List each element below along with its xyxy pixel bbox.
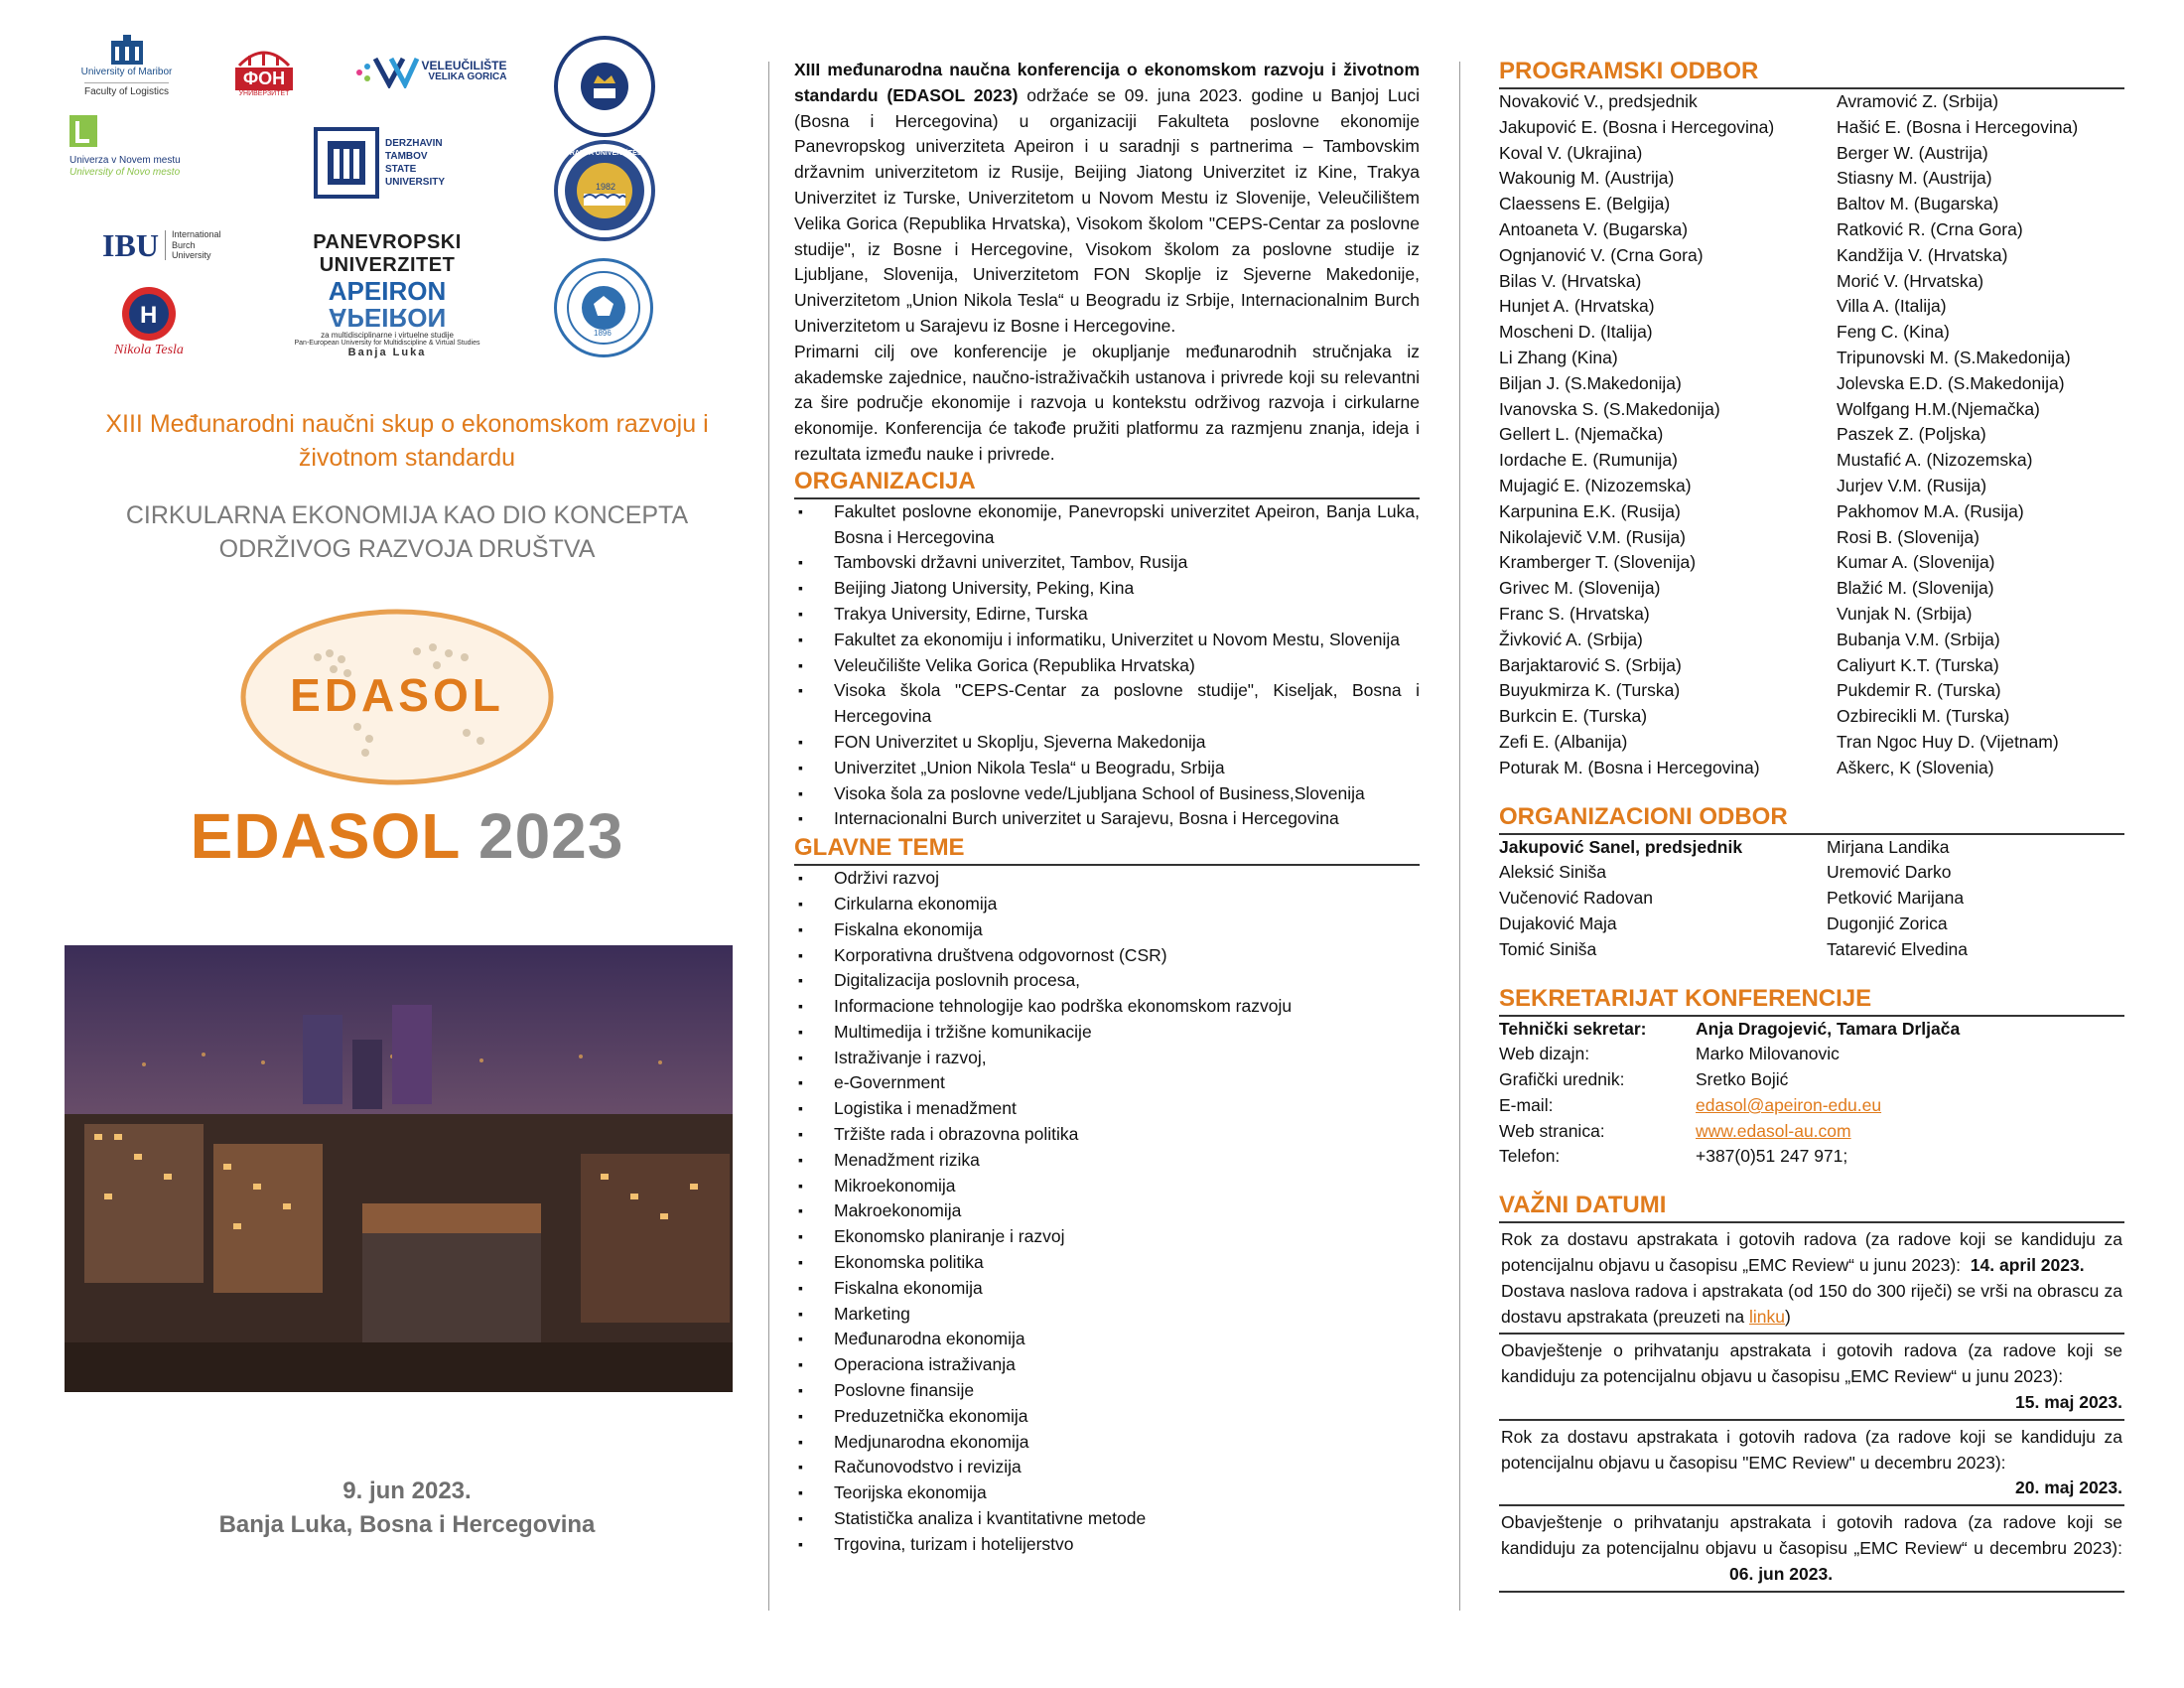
- programski-odbor: [1499, 89, 2124, 781]
- event-date-place: [99, 1475, 715, 1542]
- organizacioni-member: Jakupović Sanel, predsjednik: [1499, 836, 1743, 857]
- tema-item: ▪ Poslovne finansije: [794, 1378, 1420, 1404]
- programski-member: Pakhomov M.A. (Rusija): [1837, 500, 2024, 521]
- programski-member: Moscheni D. (Italija): [1499, 322, 1653, 343]
- date-3-text: Rok za dostavu apstrakata i gotovih radova (za radove koji se kandiduju za potencijalnu objavu u časopisu "EMC Review" u decembru 2023):: [1501, 1426, 2122, 1473]
- date-4-date: 06. jun 2023.: [1729, 1563, 1834, 1584]
- ibu-name: IBU: [102, 226, 159, 263]
- organizacija-item: ▪ FON Univerzitet u Skoplju, Sjeverna Makedonija: [794, 730, 1420, 756]
- novo-mesto-mark-icon: [69, 115, 99, 149]
- date-1-close: ): [1785, 1306, 1791, 1327]
- sekretarijat-row: [1499, 1119, 2124, 1145]
- programski-member: Ratković R. (Crna Gora): [1837, 218, 2023, 239]
- programski-column-b: [1837, 89, 2124, 781]
- programski-member: Franc S. (Hrvatska): [1499, 603, 1650, 624]
- organizacija-item: ▪ Tambovski državni univerzitet, Tambov, Rusija: [794, 550, 1420, 576]
- programski-member: Tripunovski M. (S.Makedonija): [1837, 347, 2071, 367]
- sekretarijat-row: [1499, 1042, 2124, 1067]
- crown-book-icon: [580, 62, 629, 111]
- tema-item: ▪ Preduzetnička ekonomija: [794, 1404, 1420, 1430]
- tema-item: ▪ Fiskalna ekonomija: [794, 917, 1420, 943]
- organizacioni-odbor: [1499, 835, 2124, 963]
- cityscape-image: [65, 945, 733, 1392]
- organizacija-item: ▪ Internacionalni Burch univerzitet u Sarajevu, Bosna i Hercegovina: [794, 806, 1420, 832]
- programski-member: Kramberger T. (Slovenija): [1499, 552, 1697, 573]
- organizacioni-title: ORGANIZACIONI ODBOR: [1499, 803, 2124, 835]
- tema-item: ▪ Cirkularna ekonomija: [794, 892, 1420, 917]
- teme-list: [794, 866, 1420, 1558]
- sekretarijat-key: Grafički urednik:: [1499, 1069, 1625, 1090]
- programski-member: Grivec M. (Slovenija): [1499, 578, 1661, 599]
- programski-member: Wakounig M. (Austrija): [1499, 168, 1675, 189]
- programski-member: Koval V. (Ukrajina): [1499, 142, 1643, 163]
- teme-title: GLAVNE TEME: [794, 834, 1420, 866]
- programski-member: Paszek Z. (Poljska): [1837, 424, 1986, 445]
- organizacioni-member: Uremović Darko: [1827, 862, 1952, 883]
- sekretarijat-key: Telefon:: [1499, 1146, 1561, 1167]
- intro-text: održaće se 09. juna 2023. godine u Banjoj Luci (Bosna i Hercegovina) u organizaciji Fakulteta poslovne ekonomije Panevropskog univerziteta Apeiron i u saradnji s partnerima – Tambovskim državnim univerzitetom iz Rusije, Beijing Jiatong Univerzitet iz Kine, Trakya Univerzitet iz Turske, Univerzitetom u Novom Mestu iz Slovenije, Veleučilištem Velika Gorica (Republika Hrvatska), Visokom školom "CEPS-Centar za poslovne studije", iz Bosne i Hercegovine, Visokom školom za poslovne studije iz Ljubljane, Slovenija, Univerzitetom FON Skoplje iz Sjeverne Makedonije, Univerzitetom „Union Nikola Tesla“ u Beogradu iz Srbije, Internacionalnim Burch Univerzitetom u Sarajevu iz Bosne i Hercegovine.: [794, 84, 1420, 336]
- organizacioni-member: Tomić Siniša: [1499, 938, 1597, 959]
- tema-item: ▪ e-Government: [794, 1070, 1420, 1096]
- organizacija-item: ▪ Trakya University, Edirne, Turska: [794, 602, 1420, 628]
- organizacija-item: ▪ Univerzitet „Union Nikola Tesla“ u Beogradu, Srbija: [794, 756, 1420, 781]
- right-panel: [1499, 0, 2124, 1688]
- tema-item: ▪ Ekonomsko planiranje i razvoj: [794, 1224, 1420, 1250]
- programski-member: Živković A. (Srbija): [1499, 629, 1643, 649]
- globe-map-icon: [238, 608, 556, 786]
- tema-item: ▪ Menadžment rizika: [794, 1148, 1420, 1174]
- conference-subtitle: CIRKULARNA EKONOMIJA KAO DIO KONCEPTA ODRŽIVOG RAZVOJA DRUŠTVA: [125, 501, 689, 563]
- date-1-text: Rok za dostavu apstrakata i gotovih radova (za radove koji se kandiduju za potencijalnu objavu u časopisu „EMC Review“ u junu 2023):: [1501, 1229, 2122, 1276]
- svg-text:H: H: [140, 302, 158, 329]
- programski-member: Aškerc, K (Slovenia): [1837, 757, 1994, 777]
- tesla-h-icon: [120, 285, 178, 343]
- apeiron-desc: za multidisciplinarne i virtuelne studije: [321, 331, 454, 340]
- trakya-name: TRAKYA ÜNİVERSİTESİ: [565, 150, 644, 157]
- intro-bold: XIII međunarodna naučna konferencija o ekonomskom razvoju i životnom standardu (EDASOL 2023): [794, 60, 1420, 105]
- date-item-4: [1499, 1506, 2124, 1592]
- programski-member: Poturak M. (Bosna i Hercegovina): [1499, 757, 1760, 777]
- sekretarijat-key: Web dizajn:: [1499, 1044, 1590, 1064]
- programski-member: Claessens E. (Belgija): [1499, 194, 1671, 214]
- tema-item: ▪ Ekonomska politika: [794, 1250, 1420, 1276]
- programski-member: Villa A. (Italija): [1837, 296, 1947, 317]
- apeiron-desc2: Pan-European University for Multidiscipline & Virtual Studies: [294, 340, 480, 347]
- programski-member: Kandžija V. (Hrvatska): [1837, 244, 2008, 265]
- organizacioni-member: Dugonjić Zorica: [1827, 913, 1948, 933]
- sekretarijat-key: Tehnički sekretar:: [1499, 1018, 1647, 1039]
- sekretarijat-key: E-mail:: [1499, 1094, 1554, 1115]
- programski-member: Mujagić E. (Nizozemska): [1499, 475, 1692, 495]
- building-icon: [107, 33, 147, 67]
- programski-member: Hašić E. (Bosna i Hercegovina): [1837, 116, 2079, 137]
- date-1-note: Dostava naslova radova i apstrakata (od 150 do 300 riječi) se vrši na obrascu za dostavu apstrakata (preuzeti na: [1501, 1280, 2122, 1327]
- organizacija-item: ▪ Fakultet za ekonomiju i informatiku, Univerzitet u Novom Mestu, Slovenija: [794, 628, 1420, 653]
- ibu-sub: International Burch University: [171, 228, 221, 261]
- programski-title: PROGRAMSKI ODBOR: [1499, 58, 2124, 89]
- apeiron-city: Banja Luka: [347, 347, 427, 358]
- programski-column-a: [1499, 89, 1837, 781]
- programski-member: Pukdemir R. (Turska): [1837, 680, 2001, 701]
- date-item-1: [1499, 1223, 2124, 1335]
- tema-item: ▪ Logistika i menadžment: [794, 1096, 1420, 1122]
- tema-item: ▪ Međunarodna ekonomija: [794, 1327, 1420, 1352]
- programski-member: Jakupović E. (Bosna i Hercegovina): [1499, 116, 1775, 137]
- organizacioni-member: Aleksić Siniša: [1499, 862, 1606, 883]
- fon-sub: УНИВЕРЗИТЕТ: [238, 90, 290, 98]
- fon-logo: [218, 40, 310, 105]
- programski-member: Ivanovska S. (S.Makedonija): [1499, 398, 1720, 419]
- tema-item: ▪ Računovodstvo i revizija: [794, 1455, 1420, 1480]
- programski-member: Zefi E. (Albanija): [1499, 731, 1628, 752]
- programski-member: Barjaktarović S. (Srbija): [1499, 654, 1682, 675]
- tesla-logo: [99, 282, 199, 361]
- programski-member: Biljan J. (S.Makedonija): [1499, 372, 1682, 393]
- date-item-3: [1499, 1421, 2124, 1506]
- tema-item: ▪ Informacione tehnologije kao podrška ekonomskom razvoju: [794, 994, 1420, 1020]
- organizacioni-member: Mirjana Landika: [1827, 836, 1950, 857]
- sekretarijat-key: Web stranica:: [1499, 1120, 1605, 1141]
- programski-member: Nikolajevič V.M. (Rusija): [1499, 526, 1687, 547]
- event-title-name: EDASOL: [190, 800, 461, 872]
- programski-member: Novaković V., predsjednik: [1499, 91, 1698, 111]
- date-1-date: 14. april 2023.: [1970, 1255, 2085, 1276]
- tema-item: ▪ Statistička analiza i kvantitativne metode: [794, 1506, 1420, 1532]
- programski-member: Caliyurt K.T. (Turska): [1837, 654, 1999, 675]
- sekretarijat-title: SEKRETARIJAT KONFERENCIJE: [1499, 985, 2124, 1017]
- date-item-2: [1499, 1335, 2124, 1420]
- programski-member: Jurjev V.M. (Rusija): [1837, 475, 1987, 495]
- organizacija-item: ▪ Visoka škola "CEPS-Centar za poslovne studije", Kiseljak, Bosna i Hercegovina: [794, 678, 1420, 730]
- middle-panel: [794, 0, 1420, 1688]
- city-night-photo: [65, 945, 733, 1392]
- tema-item: ▪ Trgovina, turizam i hotelijerstvo: [794, 1532, 1420, 1558]
- organizacija-item: ▪ Visoka šola za poslovne vede/Ljubljana School of Business,Slovenija: [794, 781, 1420, 807]
- beijing-seal-icon: [564, 268, 643, 348]
- tema-item: ▪ Marketing: [794, 1302, 1420, 1328]
- organizacija-item: ▪ Veleučilište Velika Gorica (Republika Hrvatska): [794, 653, 1420, 679]
- fon-name: ФОН: [235, 68, 293, 90]
- organizacija-list: [794, 499, 1420, 832]
- apeiron-brand: APEIRON: [328, 276, 447, 306]
- organizacija-title: ORGANIZACIJA: [794, 468, 1420, 499]
- programski-member: Ognjanović V. (Crna Gora): [1499, 244, 1704, 265]
- tema-item: ▪ Održivi razvoj: [794, 866, 1420, 892]
- sekretarijat-list: [1499, 1017, 2124, 1171]
- sekretarijat-value: Sretko Bojić: [1696, 1069, 1789, 1090]
- programski-member: Stiasny M. (Austrija): [1837, 168, 1992, 189]
- velika-gorica-logo: [338, 52, 521, 91]
- apeiron-name: PANEVROPSKI UNIVERZITET: [313, 231, 462, 276]
- programski-member: Ozbirecikli M. (Turska): [1837, 706, 2010, 727]
- tambov-building-icon: [314, 127, 379, 199]
- abstract-form-link[interactable]: linku: [1749, 1306, 1786, 1327]
- tema-item: ▪ Digitalizacija poslovnih procesa,: [794, 968, 1420, 994]
- tema-item: ▪ Medjunarodna ekonomija: [794, 1430, 1420, 1456]
- email-link[interactable]: edasol@apeiron-edu.eu: [1696, 1094, 1882, 1115]
- university-seal-1: [554, 36, 655, 137]
- intro-paragraph: [794, 58, 1420, 340]
- programski-member: Burkcin E. (Turska): [1499, 706, 1648, 727]
- date-3-date: 20. maj 2023.: [2015, 1477, 2122, 1498]
- programski-member: Li Zhang (Kina): [1499, 347, 1618, 367]
- organizacioni-member: Dujaković Maja: [1499, 913, 1617, 933]
- event-date: 9. jun 2023.: [342, 1477, 472, 1504]
- programski-member: Avramović Z. (Srbija): [1837, 91, 1999, 111]
- tambov-logo: [311, 127, 460, 199]
- novo-mesto-logo: [69, 109, 218, 184]
- programski-member: Jolevska E.D. (S.Makedonija): [1837, 372, 2065, 393]
- conference-title: XIII Međunarodni naučni skup o ekonomskom razvoju i životnom standardu: [105, 410, 709, 472]
- event-title-year: 2023: [478, 800, 624, 872]
- sekretarijat-row: [1499, 1067, 2124, 1093]
- trakya-year: 1982: [596, 182, 616, 192]
- left-panel: [60, 0, 745, 1688]
- column-divider-2: [1459, 62, 1460, 1611]
- tema-item: ▪ Mikroekonomija: [794, 1174, 1420, 1199]
- datumi-list: [1499, 1223, 2124, 1592]
- tema-item: ▪ Tržište rada i obrazovna politika: [794, 1122, 1420, 1148]
- programski-member: Rosi B. (Slovenija): [1837, 526, 1979, 547]
- apeiron-mirror: APEIRON: [328, 303, 447, 333]
- organizacioni-member: Tatarević Elvedina: [1827, 938, 1969, 959]
- sekretarijat-row: [1499, 1144, 2124, 1170]
- organizacija-item: ▪ Beijing Jiatong University, Peking, Kina: [794, 576, 1420, 602]
- programski-member: Vunjak N. (Srbija): [1837, 603, 1973, 624]
- programski-member: Kumar A. (Slovenija): [1837, 552, 1995, 573]
- vvg-mark-icon: [351, 55, 421, 88]
- edasol-logo-text: EDASOL: [290, 669, 504, 721]
- sekretarijat-value: Marko Milovanovic: [1696, 1044, 1840, 1064]
- vvg-sub: VELIKA GORICA: [428, 71, 507, 83]
- tema-item: ▪ Makroekonomija: [794, 1198, 1420, 1224]
- tema-item: ▪ Istraživanje i razvoj,: [794, 1046, 1420, 1071]
- sekretarijat-value: +387(0)51 247 971;: [1696, 1146, 1848, 1167]
- organizacija-item: ▪ Fakultet poslovne ekonomije, Panevropski univerzitet Apeiron, Banja Luka, Bosna i Hercegovina: [794, 499, 1420, 551]
- maribor-sub: Faculty of Logistics: [84, 82, 169, 98]
- organizacioni-column-a: [1499, 835, 1827, 963]
- trakya-logo: [554, 140, 655, 241]
- maribor-logo: [69, 30, 184, 101]
- sekretarijat-row: [1499, 1017, 2124, 1043]
- programski-member: Bubanja V.M. (Srbija): [1837, 629, 2000, 649]
- programski-member: Morić V. (Hrvatska): [1837, 270, 1984, 291]
- programski-member: Wolfgang H.M.(Njemačka): [1837, 398, 2040, 419]
- trakya-seal-icon: [562, 148, 647, 233]
- maribor-name: University of Maribor: [80, 67, 173, 77]
- tambov-name: DERZHAVIN TAMBOV STATE UNIVERSITY: [385, 138, 446, 188]
- programski-member: Tran Ngoc Huy D. (Vijetnam): [1837, 731, 2059, 752]
- programski-member: Baltov M. (Bugarska): [1837, 194, 1999, 214]
- programski-member: Antoaneta V. (Bugarska): [1499, 218, 1689, 239]
- event-title: [99, 799, 715, 873]
- date-4-text: Obavještenje o prihvatanju apstrakata i gotovih radova (za radove koji se kandiduju za potencijalnu objavu u časopisu „EMC Review“ u decembru 2023):: [1501, 1512, 2122, 1559]
- tema-item: ▪ Operaciona istraživanja: [794, 1352, 1420, 1378]
- date-2-date: 15. maj 2023.: [2015, 1392, 2122, 1413]
- programski-member: Blažić M. (Slovenija): [1837, 578, 1994, 599]
- beijing-year: 1896: [594, 329, 612, 338]
- organizacioni-member: Petković Marijana: [1827, 888, 1965, 909]
- column-divider-1: [768, 62, 769, 1611]
- website-link[interactable]: www.edasol-au.com: [1696, 1120, 1851, 1141]
- beijing-logo: [554, 258, 653, 357]
- novo-mesto-name: Univerza v Novem mestu: [69, 154, 181, 166]
- edasol-logo: [238, 608, 556, 786]
- event-place: Banja Luka, Bosna i Hercegovina: [218, 1511, 596, 1538]
- programski-member: Gellert L. (Njemačka): [1499, 424, 1664, 445]
- programski-member: Buyukmirza K. (Turska): [1499, 680, 1681, 701]
- programski-member: Mustafić A. (Nizozemska): [1837, 450, 2033, 471]
- programski-member: Berger W. (Austrija): [1837, 142, 1988, 163]
- programski-member: Iordache E. (Rumunija): [1499, 450, 1678, 471]
- date-2-text: Obavještenje o prihvatanju apstrakata i gotovih radova (za radove koji se kandiduju za potencijalnu objavu u časopisu „EMC Review“ u junu 2023):: [1501, 1340, 2122, 1387]
- datumi-title: VAŽNI DATUMI: [1499, 1192, 2124, 1223]
- vvg-name: VELEUČILIŠTE: [421, 59, 507, 73]
- programski-member: Hunjet A. (Hrvatska): [1499, 296, 1655, 317]
- organizacioni-column-b: [1827, 835, 2115, 963]
- novo-mesto-sub: University of Novo mesto: [69, 166, 181, 178]
- intro-goal: Primarni cilj ove konferencije je okupljanje međunarodnih stručnjaka iz akademske zajednice, naučno-istraživačkih ustanova i privrede koji su relevantni za šire područje ekonomije i razvoja u kontekstu održivog razvoja i cirkularne ekonomije. Konferencija će takođe pružiti platformu za razmjenu znanja, ideja i rezultata između nauke i privrede.: [794, 341, 1420, 464]
- tema-item: ▪ Multimedija i tržišne komunikacije: [794, 1020, 1420, 1046]
- organizacioni-member: Vučenović Radovan: [1499, 888, 1654, 909]
- ibu-logo: [92, 223, 241, 267]
- programski-member: Feng C. (Kina): [1837, 322, 1950, 343]
- tema-item: ▪ Fiskalna ekonomija: [794, 1276, 1420, 1302]
- programski-member: Bilas V. (Hrvatska): [1499, 270, 1642, 291]
- apeiron-logo: [258, 231, 516, 358]
- tesla-name: Nikola Tesla: [114, 343, 184, 357]
- programski-member: Karpunina E.K. (Rusija): [1499, 500, 1681, 521]
- sekretarijat-row: [1499, 1093, 2124, 1119]
- arch-icon: [234, 46, 294, 68]
- sekretarijat-value: Anja Dragojević, Tamara Drljača: [1696, 1018, 1961, 1039]
- tema-item: ▪ Teorijska ekonomija: [794, 1480, 1420, 1506]
- tema-item: ▪ Korporativna društvena odgovornost (CSR): [794, 943, 1420, 969]
